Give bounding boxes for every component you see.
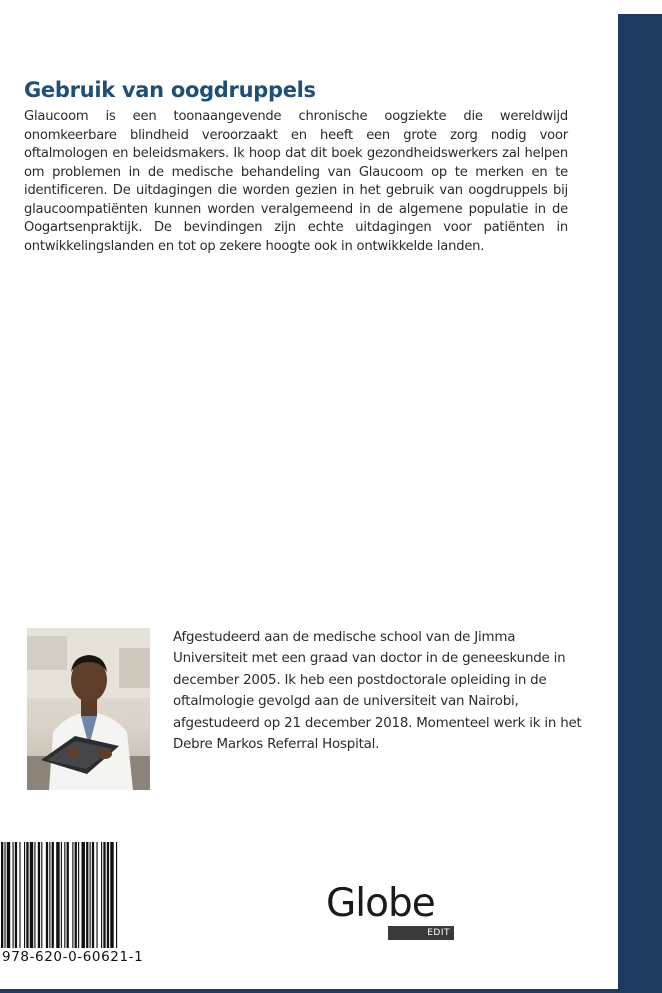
- publisher-logo-subtext: EDIT: [388, 926, 454, 940]
- barcode-bar: [1, 842, 3, 948]
- isbn-number: 978-620-0-60621-1: [2, 949, 144, 965]
- barcode-bar: [38, 842, 40, 948]
- barcode-bar: [13, 842, 14, 948]
- barcode-bar: [116, 842, 117, 948]
- barcode-bar: [34, 842, 35, 948]
- barcode-bar: [24, 842, 25, 948]
- isbn-barcode: [0, 842, 171, 948]
- barcode-bar: [64, 842, 65, 948]
- barcode-bar: [96, 842, 97, 948]
- publisher-logo: [326, 882, 458, 942]
- barcode-bar: [90, 842, 91, 948]
- barcode-bar: [92, 842, 94, 948]
- barcode-bar: [26, 842, 28, 948]
- barcode-bar: [30, 842, 33, 948]
- barcode-bar: [78, 842, 79, 948]
- bottom-rule: [0, 989, 618, 993]
- barcode-bar: [61, 842, 62, 948]
- barcode-bar: [41, 842, 42, 948]
- barcode-bar: [67, 842, 69, 948]
- book-blurb: Glaucoom is een toonaangevende chronische oogziekte die wereldwijd onomkeerbare blindheid veroorzaakt en heeft een grote zorg nodig voor oftalmologen en beleidsmakers. Ik hoop dat dit boek gezondheidswerkers zal helpen om problemen in de medische behandeling van Glaucoom op te merken en te identificeren. De uitdagingen die worden gezien in het gebruik van oogdruppels bij glaucoompatiënten kunnen worden veralgemeend in de algemene populatie in de Oogartsenpraktijk. De bevindingen zijn echte uitdagingen voor patiënten in ontwikkelingslanden en tot op zekere hoogte ook in ontwikkelde landen.: [24, 109, 568, 254]
- author-photo: [27, 628, 150, 790]
- barcode-bar: [56, 842, 59, 948]
- barcode-bar: [75, 842, 77, 948]
- barcode-bar: [101, 842, 102, 948]
- barcode-bar: [52, 842, 54, 948]
- barcode-bar: [4, 842, 5, 948]
- barcode-bar: [72, 842, 73, 948]
- barcode-bar: [103, 842, 105, 948]
- spine-band: [618, 14, 662, 993]
- barcode-bar: [107, 842, 109, 948]
- book-title: Gebruik van oogdruppels: [24, 78, 316, 102]
- barcode-bar: [82, 842, 85, 948]
- globe-o-icon: o: [365, 881, 388, 926]
- barcode-bar: [15, 842, 17, 948]
- barcode-bar: [49, 842, 50, 948]
- publisher-logo-word: Globe: [326, 881, 435, 926]
- barcode-bar: [110, 842, 113, 948]
- barcode-bar: [7, 842, 10, 948]
- barcode-bar: [19, 842, 20, 948]
- author-bio: Afgestudeerd aan de medische school van de Jimma Universiteit met een graad van doctor in de geneeskunde in december 2005. Ik heb een postdoctorale opleiding in de oftalmologie gevolgd aan de universiteit van Nairobi, afgestudeerd op 21 december 2018. Momenteel werk ik in het Debre Markos Referral Hospital.: [173, 630, 582, 753]
- barcode-bar: [86, 842, 88, 948]
- barcode-bar: [46, 842, 48, 948]
